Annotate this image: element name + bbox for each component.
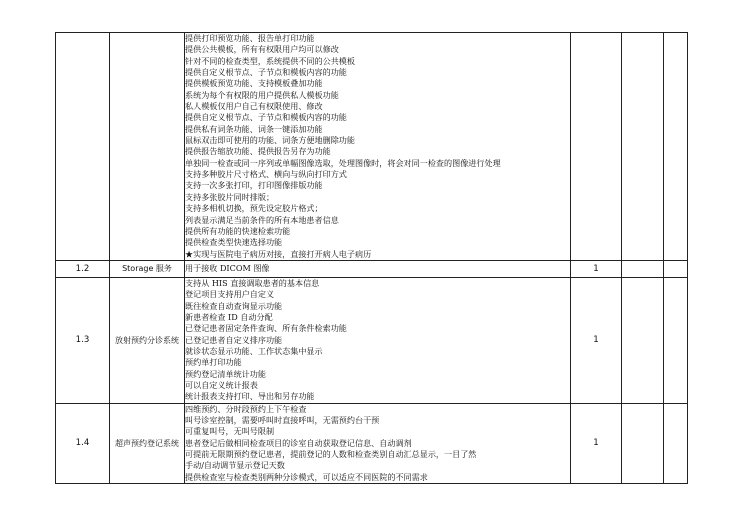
row-extra-cell: [664, 33, 688, 261]
description-line: 患者登记后做相同检查项目的诊室自动获取登记信息、自动调剂: [185, 437, 412, 448]
description-line: ★实现与医院电子病历对接，直接打开病人电子病历: [185, 248, 372, 259]
description-line: 提供自定义根节点、子节点和模板内容的功能: [185, 67, 347, 78]
description-line: 系统为每个有权限的用户提供私人模板功能: [185, 89, 339, 100]
description-line: 就诊状态显示功能、工作状态集中显示: [185, 345, 323, 356]
description-line: 统计报表支持打印、导出和另存功能: [185, 391, 315, 402]
description-line: 登记项目支持用户自定义: [185, 289, 275, 300]
table-row: [56, 260, 688, 277]
row-quantity-cell: 1: [571, 260, 622, 277]
row-extra-cell: [622, 260, 664, 277]
description-line: 针对不同的检查类型，系统提供不同的公共模板: [185, 55, 355, 66]
row-quantity-cell: 1: [571, 277, 622, 403]
table-row: [56, 277, 688, 403]
row-extra-cell: [622, 277, 664, 403]
table-row: [56, 403, 688, 483]
row-description-cell: [185, 403, 571, 483]
row-extra-cell: [664, 403, 688, 483]
row-name-cell: Storage 服务: [110, 260, 185, 277]
description-line: 提供打印预览功能、报告单打印功能: [185, 33, 315, 43]
row-name-cell: [110, 33, 185, 261]
description-line: 预约登记清单统计功能: [185, 368, 266, 379]
description-line: 支持多种胶片尺寸格式、横向与纵向打印方式: [185, 169, 347, 180]
description-line: 支持多张胶片同时排版；: [185, 191, 275, 202]
row-extra-cell: [622, 33, 664, 261]
description-line: 已登记患者自定义排序功能: [185, 334, 283, 345]
row-id-cell: 1.2: [56, 260, 110, 277]
row-description-cell: [185, 33, 571, 261]
description-line: 提供自定义根节点、子节点和模板内容的功能: [185, 112, 347, 123]
row-id-cell: [56, 33, 110, 261]
description-line: 已登记患者固定条件查询、所有条件检索功能: [185, 323, 347, 334]
description-line: 用于接收 DICOM 图像: [185, 263, 270, 274]
description-line: 支持一次多张打印，打印图像排版功能: [185, 180, 323, 191]
description-line: 预约单打印功能: [185, 357, 242, 368]
row-extra-cell: [664, 277, 688, 403]
table-row: [56, 33, 688, 261]
description-line: 可提前无限期预约登记患者，提前登记的人数和检查类别自动汇总显示，一目了然: [185, 449, 477, 460]
description-line: 提供报告缩放功能、提供报告另存为功能: [185, 146, 331, 157]
description-line: 提供检查类型快速选择功能: [185, 237, 283, 248]
description-line: 既往检查自动查询显示功能: [185, 300, 283, 311]
row-extra-cell: [622, 403, 664, 483]
description-line: 单独同一检查或同一序列或单幅图像选取，处理图像时，将会对同一检查的图像进行处理: [185, 157, 501, 168]
requirements-table: [55, 32, 688, 484]
description-line: 提供私有词条功能、词条一键添加功能: [185, 123, 323, 134]
description-line: 提供所有功能的快速检索功能: [185, 225, 291, 236]
row-description-cell: [185, 260, 571, 277]
description-lines: [185, 33, 570, 260]
description-line: 私人模板仅用户自己有权限使用、修改: [185, 101, 323, 112]
description-line: 手动/自动调节显示登记天数: [185, 460, 285, 471]
description-line: 提供检查室与检查类别两种分诊模式，可以适应不同医院的不同需求: [185, 471, 428, 482]
description-line: 四维预约、分时段预约上下午检查: [185, 403, 307, 414]
row-name-cell: 超声预约登记系统: [110, 403, 185, 483]
row-id-cell: 1.3: [56, 277, 110, 403]
description-line: 提供模板预览功能、支持模板叠加功能: [185, 78, 323, 89]
row-quantity-cell: [571, 33, 622, 261]
description-line: 叫号诊室控制，需要呼叫时直接呼叫，无需预约台干预: [185, 415, 380, 425]
row-name-cell: 放射预约分诊系统: [110, 277, 185, 403]
description-line: 鼠标双击即可使用的功能、词条方便地删除功能: [185, 135, 355, 146]
description-line: 可重复叫号，无叫号限制: [185, 426, 275, 437]
description-line: 列表显示满足当前条件的所有本地患者信息: [185, 214, 339, 225]
description-line: 支持多相机切换，预先设定胶片格式；: [185, 203, 323, 214]
row-description-cell: [185, 277, 571, 403]
description-line: 提供公共模板，所有有权限用户均可以修改: [185, 44, 339, 55]
description-line: 新患者检查 ID 自动分配: [185, 311, 273, 322]
row-id-cell: 1.4: [56, 403, 110, 483]
description-line: 支持从 HIS 直接调取患者的基本信息: [185, 277, 320, 288]
description-line: 可以自定义统计报表: [185, 379, 258, 390]
row-extra-cell: [664, 260, 688, 277]
row-quantity-cell: 1: [571, 403, 622, 483]
